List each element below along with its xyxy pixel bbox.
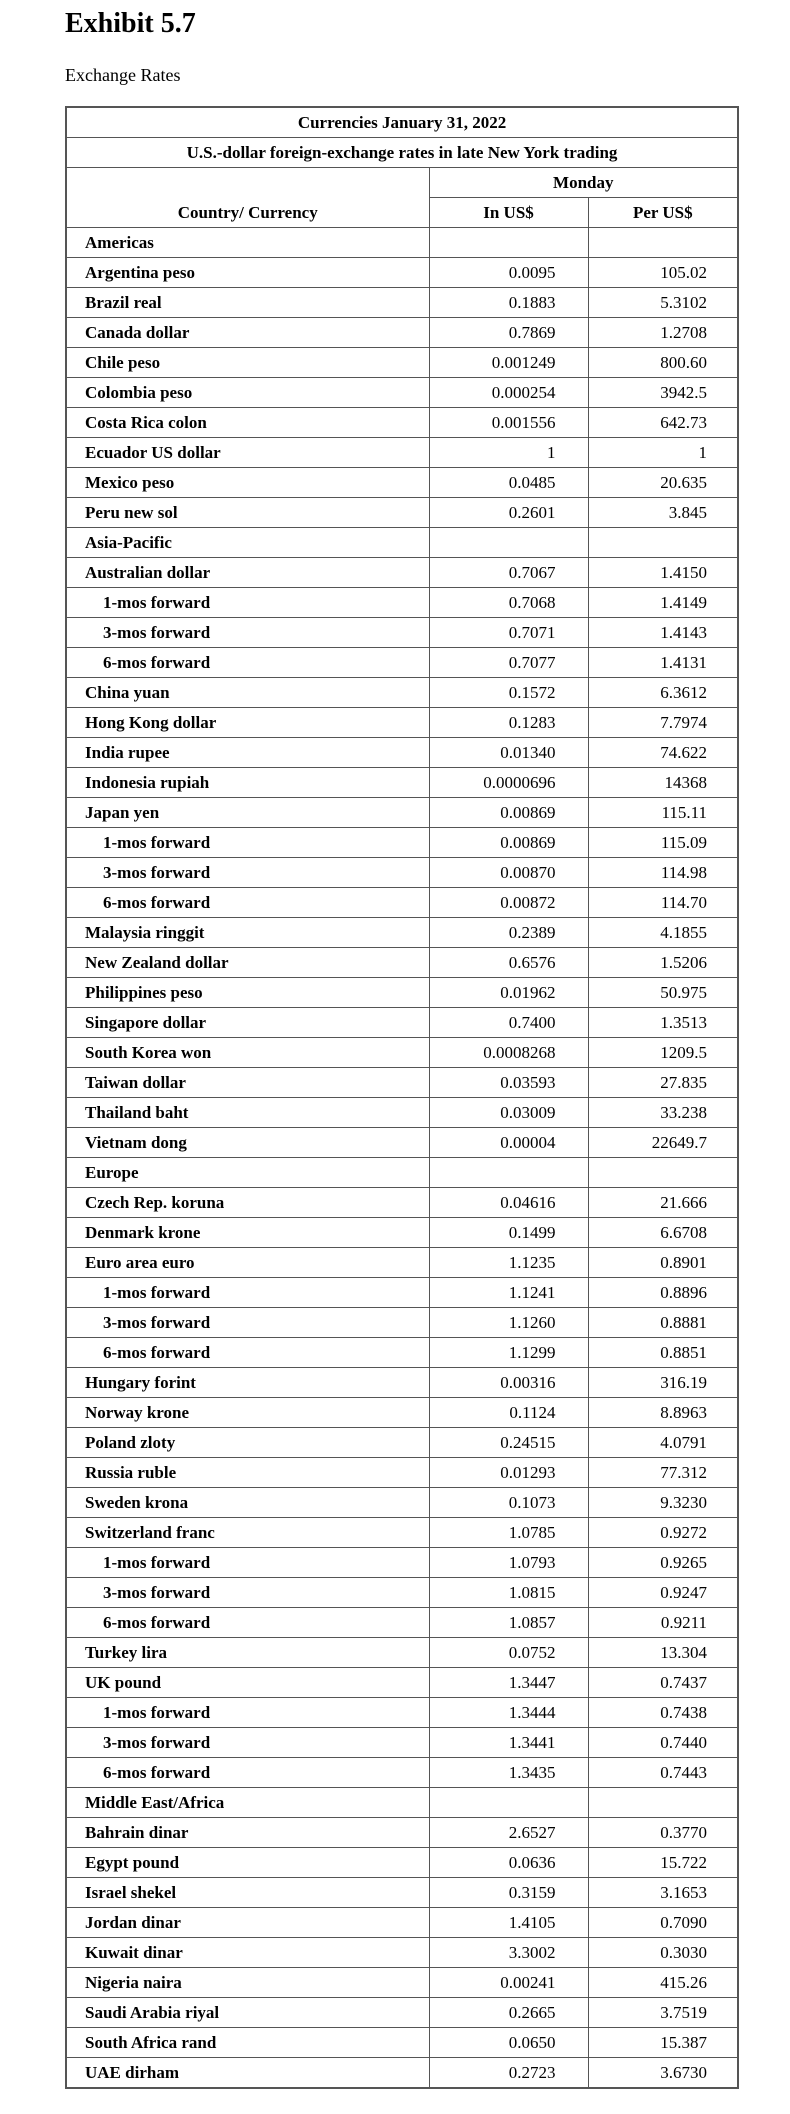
table-row (66, 1968, 738, 1998)
rate-in-usd: 2.6527 (429, 1818, 588, 1848)
currency-name: Turkey lira (66, 1638, 429, 1668)
rate-per-usd: 1.5206 (588, 948, 738, 978)
currency-name: Russia ruble (66, 1458, 429, 1488)
table-row (66, 768, 738, 798)
rate-in-usd: 0.2723 (429, 2058, 588, 2089)
table-row (66, 948, 738, 978)
rate-in-usd: 0.00870 (429, 858, 588, 888)
rate-per-usd: 3.7519 (588, 1998, 738, 2028)
rate-in-usd: 1.0857 (429, 1608, 588, 1638)
table-row (66, 1578, 738, 1608)
rate-per-usd: 3.6730 (588, 2058, 738, 2089)
rate-in-usd: 0.7071 (429, 618, 588, 648)
forward-label: 1-mos forward (66, 828, 429, 858)
currency-name: Norway krone (66, 1398, 429, 1428)
table-row (66, 1038, 738, 1068)
rate-per-usd: 0.7443 (588, 1758, 738, 1788)
currency-name: Chile peso (66, 348, 429, 378)
rate-per-usd: 7.7974 (588, 708, 738, 738)
rate-in-usd: 0.000254 (429, 378, 588, 408)
rate-per-usd: 0.9247 (588, 1578, 738, 1608)
rate-per-usd: 1209.5 (588, 1038, 738, 1068)
table-row (66, 1218, 738, 1248)
currency-name: Jordan dinar (66, 1908, 429, 1938)
rate-in-usd: 0.001249 (429, 348, 588, 378)
currency-name: Argentina peso (66, 258, 429, 288)
currency-name: Malaysia ringgit (66, 918, 429, 948)
rate-per-usd: 0.3770 (588, 1818, 738, 1848)
table-row (66, 468, 738, 498)
region-row (66, 228, 738, 258)
header-row (66, 168, 738, 198)
currency-name: Japan yen (66, 798, 429, 828)
rate-per-usd: 15.387 (588, 2028, 738, 2058)
rate-in-usd: 0.7400 (429, 1008, 588, 1038)
forward-label: 6-mos forward (66, 1338, 429, 1368)
caption-row (66, 107, 738, 138)
table-row (66, 1818, 738, 1848)
rate-in-usd: 0.001556 (429, 408, 588, 438)
rate-per-usd: 0.7438 (588, 1698, 738, 1728)
table-row (66, 498, 738, 528)
currency-name: Indonesia rupiah (66, 768, 429, 798)
table-row (66, 1488, 738, 1518)
rate-per-usd: 0.8896 (588, 1278, 738, 1308)
currency-name: UAE dirham (66, 2058, 429, 2089)
rate-in-usd: 0.0000696 (429, 768, 588, 798)
table-row (66, 918, 738, 948)
empty-cell (429, 528, 588, 558)
table-row (66, 2028, 738, 2058)
table-row (66, 1998, 738, 2028)
rate-in-usd: 0.04616 (429, 1188, 588, 1218)
currency-name: Peru new sol (66, 498, 429, 528)
rate-per-usd: 3.845 (588, 498, 738, 528)
currency-name: Australian dollar (66, 558, 429, 588)
table-row (66, 1638, 738, 1668)
rate-in-usd: 0.00869 (429, 828, 588, 858)
rate-per-usd: 0.9272 (588, 1518, 738, 1548)
forward-label: 3-mos forward (66, 1578, 429, 1608)
page-title: Exhibit 5.7 (65, 8, 196, 39)
table-row (66, 1128, 738, 1158)
table-row (66, 438, 738, 468)
table-row (66, 318, 738, 348)
region-row (66, 528, 738, 558)
currency-name: Costa Rica colon (66, 408, 429, 438)
rate-per-usd: 114.98 (588, 858, 738, 888)
rate-per-usd: 316.19 (588, 1368, 738, 1398)
caption-row (66, 138, 738, 168)
region-label: Middle East/Africa (66, 1788, 429, 1818)
rate-per-usd: 1.2708 (588, 318, 738, 348)
table-row (66, 888, 738, 918)
table-row (66, 408, 738, 438)
rate-per-usd: 0.7437 (588, 1668, 738, 1698)
rate-in-usd: 0.00241 (429, 1968, 588, 1998)
rate-in-usd: 0.7869 (429, 318, 588, 348)
forward-label: 3-mos forward (66, 618, 429, 648)
rate-per-usd: 27.835 (588, 1068, 738, 1098)
rate-in-usd: 0.1124 (429, 1398, 588, 1428)
rate-per-usd: 6.6708 (588, 1218, 738, 1248)
rate-in-usd: 0.1283 (429, 708, 588, 738)
currency-name: Euro area euro (66, 1248, 429, 1278)
rate-in-usd: 0.0485 (429, 468, 588, 498)
rate-in-usd: 1.1299 (429, 1338, 588, 1368)
table-row (66, 1608, 738, 1638)
empty-cell (588, 1788, 738, 1818)
currency-name: Sweden krona (66, 1488, 429, 1518)
rate-in-usd: 0.03009 (429, 1098, 588, 1128)
region-row (66, 1788, 738, 1818)
rate-per-usd: 4.0791 (588, 1428, 738, 1458)
rate-in-usd: 1.0793 (429, 1548, 588, 1578)
table-row (66, 618, 738, 648)
currency-name: Egypt pound (66, 1848, 429, 1878)
rate-per-usd: 77.312 (588, 1458, 738, 1488)
table-row (66, 1728, 738, 1758)
rate-in-usd: 0.6576 (429, 948, 588, 978)
currency-name: Colombia peso (66, 378, 429, 408)
rate-per-usd: 33.238 (588, 1098, 738, 1128)
rate-in-usd: 0.7068 (429, 588, 588, 618)
rate-in-usd: 0.7077 (429, 648, 588, 678)
rate-in-usd: 0.0095 (429, 258, 588, 288)
currency-name: Bahrain dinar (66, 1818, 429, 1848)
rate-per-usd: 0.7090 (588, 1908, 738, 1938)
currency-name: Denmark krone (66, 1218, 429, 1248)
currency-name: Hong Kong dollar (66, 708, 429, 738)
currency-name: Kuwait dinar (66, 1938, 429, 1968)
rate-per-usd: 415.26 (588, 1968, 738, 1998)
rate-per-usd: 0.7440 (588, 1728, 738, 1758)
rate-in-usd: 0.1572 (429, 678, 588, 708)
table-row (66, 1188, 738, 1218)
rate-in-usd: 1.4105 (429, 1908, 588, 1938)
region-label: Americas (66, 228, 429, 258)
rate-in-usd: 0.2389 (429, 918, 588, 948)
page-subtitle: Exchange Rates (65, 65, 181, 85)
table-caption-description: U.S.-dollar foreign-exchange rates in late New York trading (66, 138, 738, 168)
rate-per-usd: 1 (588, 438, 738, 468)
currency-name: UK pound (66, 1668, 429, 1698)
table-row (66, 588, 738, 618)
rate-per-usd: 3.1653 (588, 1878, 738, 1908)
rate-per-usd: 0.8881 (588, 1308, 738, 1338)
exchange-rates-table (65, 106, 739, 2089)
rate-in-usd: 1.1260 (429, 1308, 588, 1338)
rate-per-usd: 8.8963 (588, 1398, 738, 1428)
rate-per-usd: 14368 (588, 768, 738, 798)
currency-name: Nigeria naira (66, 1968, 429, 1998)
column-header-in-usd: In US$ (429, 198, 588, 228)
forward-label: 3-mos forward (66, 1308, 429, 1338)
rate-in-usd: 0.2601 (429, 498, 588, 528)
rate-per-usd: 642.73 (588, 408, 738, 438)
table-row (66, 378, 738, 408)
currency-name: Czech Rep. koruna (66, 1188, 429, 1218)
forward-label: 6-mos forward (66, 648, 429, 678)
rate-per-usd: 1.4143 (588, 618, 738, 648)
rate-per-usd: 0.8901 (588, 1248, 738, 1278)
rate-per-usd: 50.975 (588, 978, 738, 1008)
rate-in-usd: 0.01962 (429, 978, 588, 1008)
table-row (66, 2058, 738, 2089)
empty-cell (588, 228, 738, 258)
rate-in-usd: 0.01340 (429, 738, 588, 768)
table-row (66, 1668, 738, 1698)
currency-name: Thailand baht (66, 1098, 429, 1128)
currency-name: Saudi Arabia riyal (66, 1998, 429, 2028)
column-header-day: Monday (429, 168, 738, 198)
rate-per-usd: 5.3102 (588, 288, 738, 318)
forward-label: 6-mos forward (66, 1758, 429, 1788)
forward-label: 1-mos forward (66, 588, 429, 618)
rate-per-usd: 114.70 (588, 888, 738, 918)
table-row (66, 1518, 738, 1548)
rate-per-usd: 20.635 (588, 468, 738, 498)
currency-name: Taiwan dollar (66, 1068, 429, 1098)
rate-in-usd: 1.1241 (429, 1278, 588, 1308)
forward-label: 1-mos forward (66, 1278, 429, 1308)
table-row (66, 708, 738, 738)
table-row (66, 648, 738, 678)
column-header-per-usd: Per US$ (588, 198, 738, 228)
empty-cell (588, 528, 738, 558)
rate-per-usd: 1.4131 (588, 648, 738, 678)
table-row (66, 1428, 738, 1458)
rate-in-usd: 0.00869 (429, 798, 588, 828)
table-row (66, 1758, 738, 1788)
rate-per-usd: 13.304 (588, 1638, 738, 1668)
currency-name: Poland zloty (66, 1428, 429, 1458)
empty-cell (429, 228, 588, 258)
empty-cell (588, 1158, 738, 1188)
currency-name: South Africa rand (66, 2028, 429, 2058)
rate-in-usd: 1 (429, 438, 588, 468)
rate-in-usd: 0.00872 (429, 888, 588, 918)
table-row (66, 288, 738, 318)
rate-in-usd: 0.1499 (429, 1218, 588, 1248)
rate-in-usd: 0.01293 (429, 1458, 588, 1488)
rate-in-usd: 1.3447 (429, 1668, 588, 1698)
table-row (66, 1338, 738, 1368)
currency-name: Israel shekel (66, 1878, 429, 1908)
table-row (66, 1008, 738, 1038)
rate-per-usd: 9.3230 (588, 1488, 738, 1518)
rate-in-usd: 0.00004 (429, 1128, 588, 1158)
rate-in-usd: 1.0815 (429, 1578, 588, 1608)
rate-per-usd: 1.4149 (588, 588, 738, 618)
empty-cell (429, 1788, 588, 1818)
rate-per-usd: 0.9211 (588, 1608, 738, 1638)
rate-per-usd: 3942.5 (588, 378, 738, 408)
rate-in-usd: 0.0650 (429, 2028, 588, 2058)
rate-in-usd: 0.00316 (429, 1368, 588, 1398)
rate-in-usd: 0.7067 (429, 558, 588, 588)
table-row (66, 1698, 738, 1728)
empty-cell (429, 1158, 588, 1188)
rate-per-usd: 0.9265 (588, 1548, 738, 1578)
rate-per-usd: 15.722 (588, 1848, 738, 1878)
currency-name: India rupee (66, 738, 429, 768)
currency-name: South Korea won (66, 1038, 429, 1068)
region-label: Asia-Pacific (66, 528, 429, 558)
rate-per-usd: 0.8851 (588, 1338, 738, 1368)
rate-per-usd: 0.3030 (588, 1938, 738, 1968)
table-row (66, 858, 738, 888)
currency-name: Mexico peso (66, 468, 429, 498)
table-row (66, 1878, 738, 1908)
rate-in-usd: 1.3441 (429, 1728, 588, 1758)
rate-per-usd: 105.02 (588, 258, 738, 288)
currency-name: Ecuador US dollar (66, 438, 429, 468)
currency-name: Canada dollar (66, 318, 429, 348)
rate-per-usd: 1.3513 (588, 1008, 738, 1038)
rate-per-usd: 74.622 (588, 738, 738, 768)
rate-per-usd: 4.1855 (588, 918, 738, 948)
table-row (66, 1548, 738, 1578)
currency-name: Switzerland franc (66, 1518, 429, 1548)
table-row (66, 258, 738, 288)
rate-in-usd: 0.1073 (429, 1488, 588, 1518)
rate-in-usd: 0.2665 (429, 1998, 588, 2028)
rate-in-usd: 0.0752 (429, 1638, 588, 1668)
rate-per-usd: 6.3612 (588, 678, 738, 708)
table-caption-date: Currencies January 31, 2022 (66, 107, 738, 138)
table-row (66, 1068, 738, 1098)
table-row (66, 348, 738, 378)
forward-label: 6-mos forward (66, 888, 429, 918)
forward-label: 6-mos forward (66, 1608, 429, 1638)
rate-in-usd: 0.03593 (429, 1068, 588, 1098)
table-row (66, 1908, 738, 1938)
table-row (66, 978, 738, 1008)
rate-per-usd: 115.09 (588, 828, 738, 858)
table-row (66, 558, 738, 588)
table-body (66, 228, 738, 2089)
rate-per-usd: 1.4150 (588, 558, 738, 588)
rate-in-usd: 0.0636 (429, 1848, 588, 1878)
table-row (66, 1308, 738, 1338)
rate-in-usd: 3.3002 (429, 1938, 588, 1968)
forward-label: 1-mos forward (66, 1698, 429, 1728)
table-row (66, 828, 738, 858)
forward-label: 3-mos forward (66, 1728, 429, 1758)
currency-name: China yuan (66, 678, 429, 708)
table-row (66, 738, 738, 768)
currency-name: Philippines peso (66, 978, 429, 1008)
table-row (66, 678, 738, 708)
table-row (66, 1368, 738, 1398)
table-row (66, 1098, 738, 1128)
forward-label: 3-mos forward (66, 858, 429, 888)
rate-in-usd: 0.1883 (429, 288, 588, 318)
region-label: Europe (66, 1158, 429, 1188)
rate-per-usd: 800.60 (588, 348, 738, 378)
rate-per-usd: 115.11 (588, 798, 738, 828)
table-row (66, 1398, 738, 1428)
table-row (66, 1848, 738, 1878)
rate-in-usd: 1.3435 (429, 1758, 588, 1788)
rate-per-usd: 22649.7 (588, 1128, 738, 1158)
currency-name: New Zealand dollar (66, 948, 429, 978)
table-row (66, 798, 738, 828)
rate-per-usd: 21.666 (588, 1188, 738, 1218)
rate-in-usd: 1.3444 (429, 1698, 588, 1728)
rate-in-usd: 0.24515 (429, 1428, 588, 1458)
currency-name: Singapore dollar (66, 1008, 429, 1038)
currency-name: Hungary forint (66, 1368, 429, 1398)
column-header-country: Country/ Currency (66, 168, 429, 228)
table-row (66, 1248, 738, 1278)
rate-in-usd: 1.0785 (429, 1518, 588, 1548)
table-row (66, 1278, 738, 1308)
rate-in-usd: 0.3159 (429, 1878, 588, 1908)
rate-in-usd: 0.0008268 (429, 1038, 588, 1068)
rate-in-usd: 1.1235 (429, 1248, 588, 1278)
currency-name: Vietnam dong (66, 1128, 429, 1158)
region-row (66, 1158, 738, 1188)
currency-name: Brazil real (66, 288, 429, 318)
table-row (66, 1458, 738, 1488)
table-row (66, 1938, 738, 1968)
forward-label: 1-mos forward (66, 1548, 429, 1578)
